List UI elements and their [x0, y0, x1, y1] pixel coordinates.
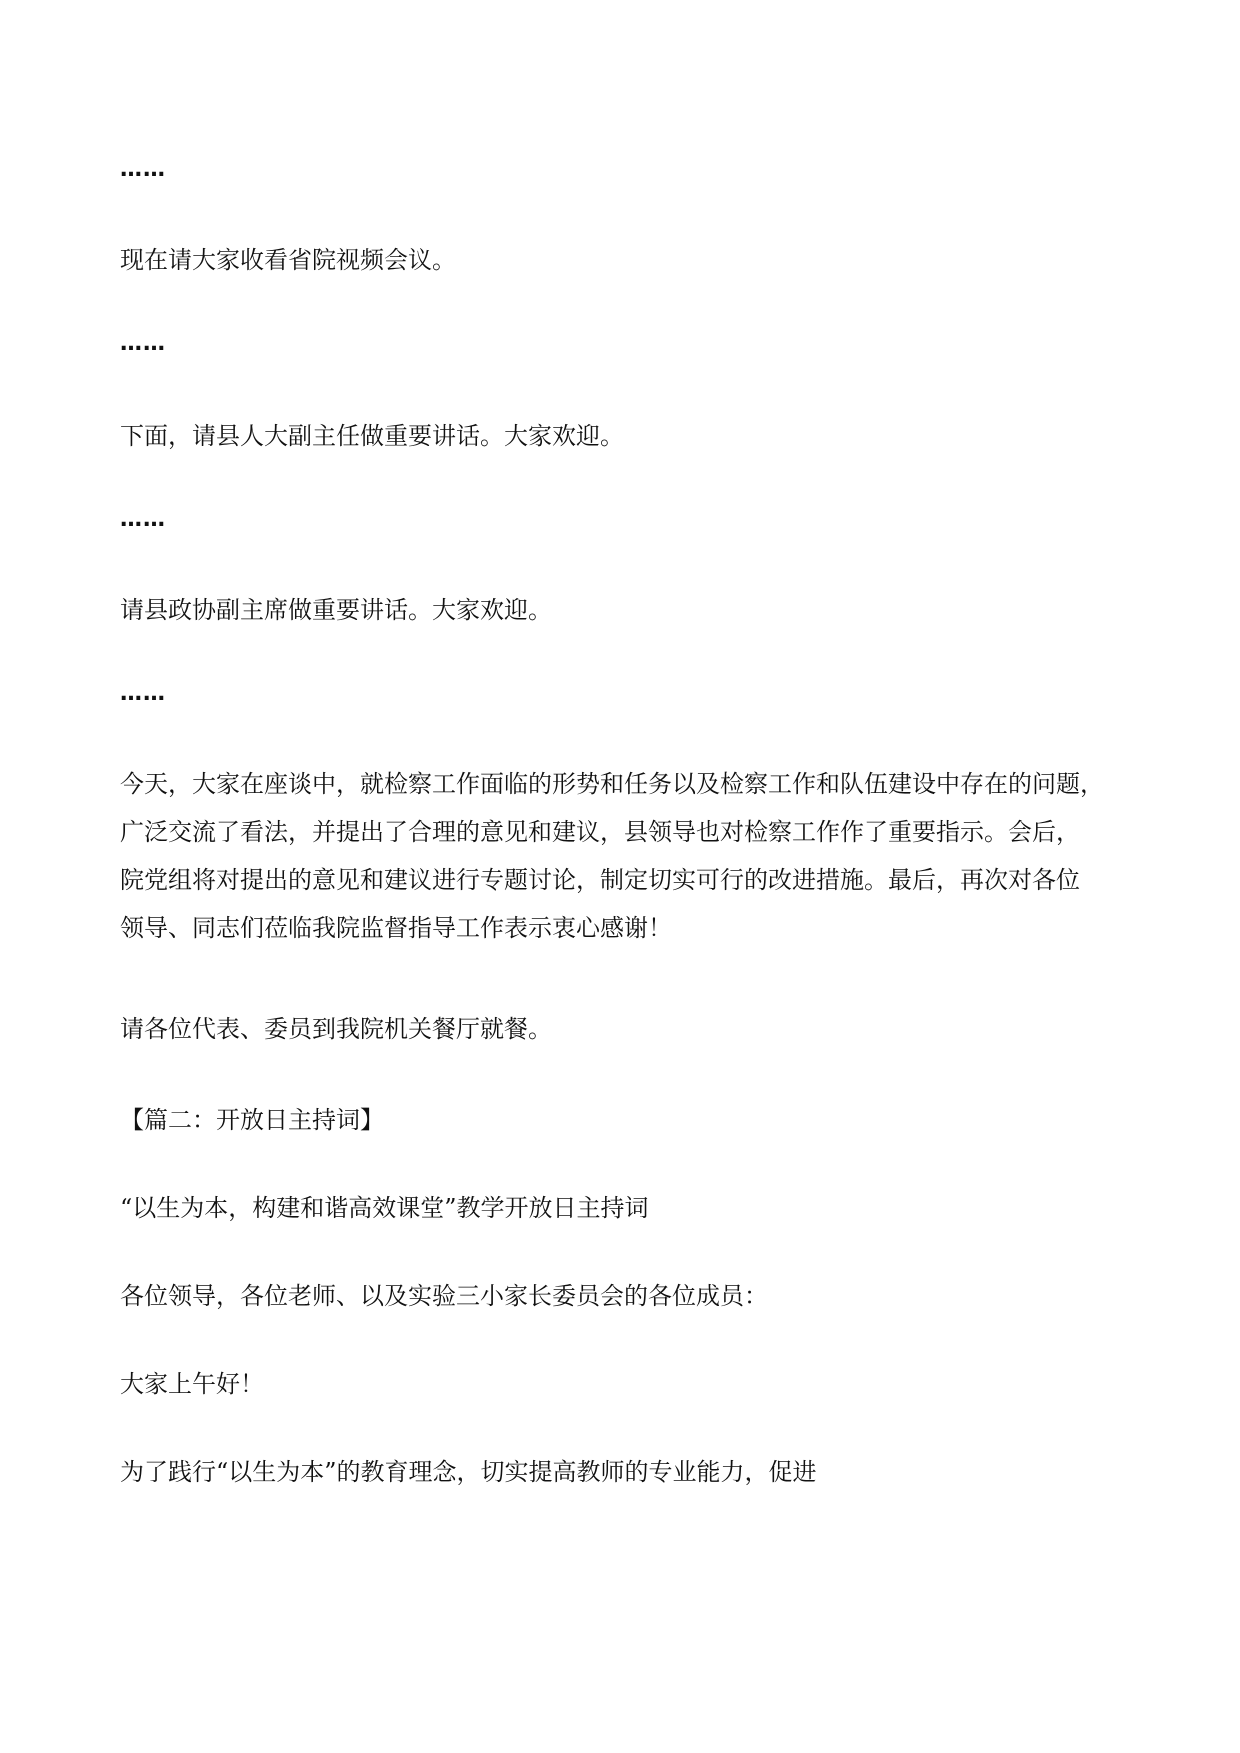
- summary-paragraph: [120, 760, 1130, 952]
- npc-speech-line: 下面，请县人大副主任做重要讲话。大家欢迎。: [120, 422, 624, 450]
- summary-line-1: 今天，大家在座谈中，就检察工作面临的形势和任务以及检察工作和队伍建设中存在的问题，: [120, 770, 1104, 798]
- summary-line-3: 院党组将对提出的意见和建议进行专题讨论，制定切实可行的改进措施。最后，再次对各位: [120, 866, 1080, 894]
- summary-line-2: 广泛交流了看法，并提出了合理的意见和建议，县领导也对检察工作作了重要指示。会后，: [120, 818, 1080, 846]
- video-conference-line: 现在请大家收看省院视频会议。: [120, 246, 456, 274]
- ellipsis-3: ……: [120, 507, 166, 532]
- cppcc-speech-line: 请县政协副主席做重要讲话。大家欢迎。: [120, 596, 552, 624]
- ellipsis-1: ……: [120, 157, 166, 182]
- section-heading: 【篇二：开放日主持词】: [120, 1106, 384, 1134]
- ellipsis-4: ……: [120, 681, 166, 706]
- greeting-morning: 大家上午好！: [120, 1370, 264, 1398]
- section-title: “以生为本，构建和谐高效课堂”教学开放日主持词: [120, 1194, 649, 1222]
- opening-line: 为了践行“以生为本”的教育理念，切实提高教师的专业能力，促进: [120, 1458, 817, 1486]
- summary-line-4: 领导、同志们莅临我院监督指导工作表示衷心感谢！: [120, 914, 672, 942]
- greeting-audience: 各位领导，各位老师、以及实验三小家长委员会的各位成员：: [120, 1282, 768, 1310]
- dining-line: 请各位代表、委员到我院机关餐厅就餐。: [120, 1015, 552, 1043]
- ellipsis-2: ……: [120, 331, 166, 356]
